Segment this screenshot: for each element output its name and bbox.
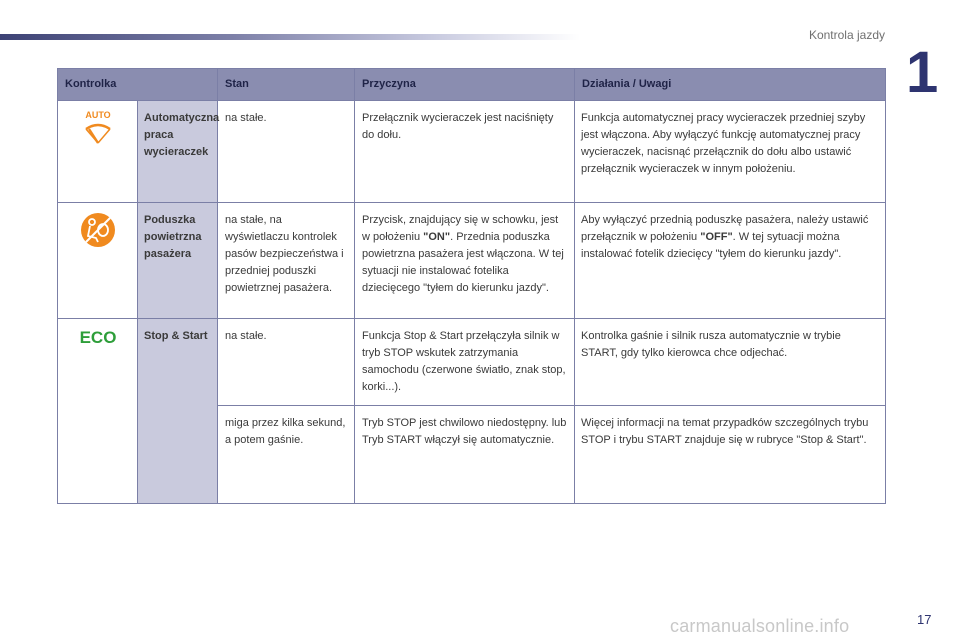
dzialania-cell: Więcej informacji na temat przypadków szczególnych trybu STOP i trybu START znajduje się w rubryce "Stop & Start". xyxy=(575,406,886,504)
section-title: Kontrola jazdy xyxy=(808,28,885,42)
icon-cell xyxy=(58,101,138,203)
warning-lights-table xyxy=(57,68,886,504)
column-header-stan: Stan xyxy=(218,69,355,101)
eco-icon xyxy=(77,327,119,347)
przyczyna-cell: Funkcja Stop & Start przełączyła silnik w tryb STOP wskutek zatrzymania samochodu (czerwone światło, znak stop, korki...). xyxy=(355,319,575,406)
stan-cell: na stałe, na wyświetlaczu kontrolek pasów bezpieczeństwa i przedniej poduszki powietrznej pasażera. xyxy=(218,203,355,319)
przyczyna-cell: Przycisk, znajdujący się w schowku, jest w położeniu "ON". Przednia poduszka powietrzna pasażera jest włączona. W tej sytuacji nie instalować fotelika dziecięcego "tyłem do kierunku jazdy". xyxy=(355,203,575,319)
light-name: Poduszka powietrzna pasażera xyxy=(138,203,218,319)
przyczyna-cell: Tryb STOP jest chwilowo niedostępny. lub Tryb START włączył się automatycznie. xyxy=(355,406,575,504)
table-row xyxy=(58,203,886,319)
table-header-row xyxy=(58,69,886,101)
table-row xyxy=(58,101,886,203)
auto-wiper-icon xyxy=(80,109,116,149)
airbag-off-icon xyxy=(79,211,117,249)
auto-icon-label: AUTO xyxy=(84,110,111,120)
table-row xyxy=(58,319,886,406)
column-header-kontrolka: Kontrolka xyxy=(58,69,218,101)
chapter-number: 1 xyxy=(906,40,939,105)
stan-cell: na stałe. xyxy=(218,319,355,406)
page-number: 17 xyxy=(917,612,932,627)
header-bar xyxy=(0,34,580,40)
svg-text:ECO: ECO xyxy=(79,328,116,347)
watermark: carmanualsonline.info xyxy=(670,616,850,636)
przyczyna-cell: Przełącznik wycieraczek jest naciśnięty do dołu. xyxy=(355,101,575,203)
light-name: Automatyczna praca wycieraczek xyxy=(138,101,218,203)
light-name: Stop & Start xyxy=(138,319,218,504)
dzialania-cell: Funkcja automatycznej pracy wycieraczek przedniej szyby jest włączona. Aby wyłączyć funkcję automatycznej pracy wycieraczek, nacisnąć przełącznik do dołu albo ustawić przełącznik wycieraczek w innym położeniu. xyxy=(575,101,886,203)
stan-cell: miga przez kilka sekund, a potem gaśnie. xyxy=(218,406,355,504)
dzialania-cell: Aby wyłączyć przednią poduszkę pasażera, należy ustawić przełącznik w położeniu "OFF". W tej sytuacji można instalować fotelik dziecięcy "tyłem do kierunku jazdy". xyxy=(575,203,886,319)
stan-cell: na stałe. xyxy=(218,101,355,203)
icon-cell xyxy=(58,203,138,319)
dzialania-cell: Kontrolka gaśnie i silnik rusza automatycznie w trybie START, gdy tylko kierowca chce odjechać. xyxy=(575,319,886,406)
column-header-dzialania: Działania / Uwagi xyxy=(575,69,886,101)
icon-cell xyxy=(58,319,138,504)
column-header-przyczyna: Przyczyna xyxy=(355,69,575,101)
